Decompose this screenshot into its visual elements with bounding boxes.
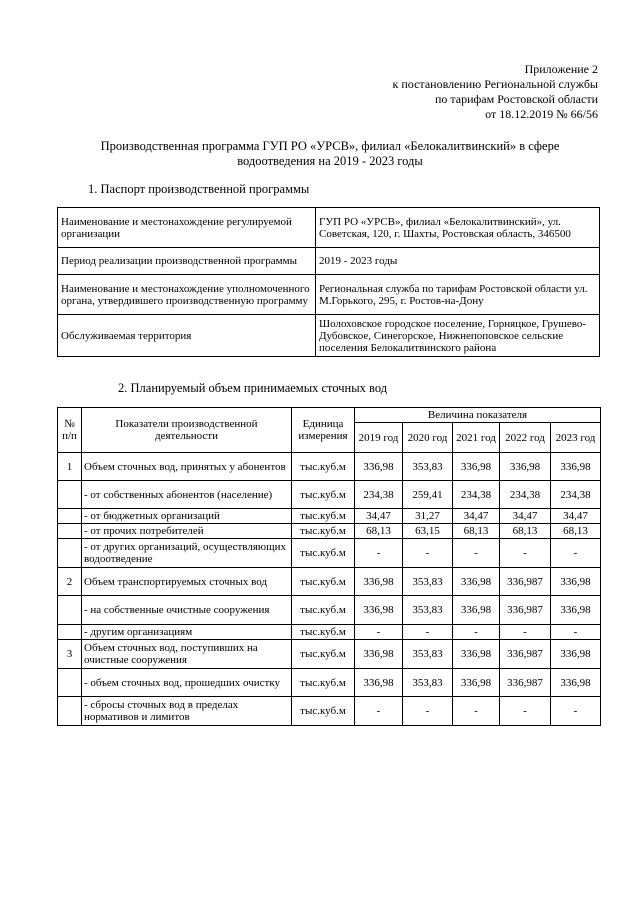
header-num: № п/п xyxy=(58,408,82,453)
section-heading-volumes: 2. Планируемый объем принимаемых сточных вод xyxy=(118,381,388,395)
row-name: - сбросы сточных вод в пределах нормативов и лимитов xyxy=(82,697,292,726)
row-value: - xyxy=(355,697,403,726)
row-value: 34,47 xyxy=(551,509,601,524)
row-value: 336,98 xyxy=(500,453,551,481)
passport-label: Наименование и местонахождение регулируемой организации xyxy=(58,208,316,248)
row-value: - xyxy=(551,625,601,640)
row-value: 336,98 xyxy=(453,568,500,596)
table-row xyxy=(58,640,601,669)
row-value: 353,83 xyxy=(403,640,453,669)
table-row xyxy=(58,524,601,539)
row-value: 336,98 xyxy=(453,596,500,625)
passport-value: Региональная служба по тарифам Ростовской области ул. М.Горького, 295, г. Ростов-на-Дону xyxy=(316,275,600,315)
row-num: 1 xyxy=(58,453,82,481)
row-value: 34,47 xyxy=(355,509,403,524)
row-unit: тыс.куб.м xyxy=(292,640,355,669)
table-row xyxy=(58,568,601,596)
header-year: 2019 год xyxy=(355,423,403,453)
row-name: - на собственные очистные сооружения xyxy=(82,596,292,625)
row-name: Объем транспортируемых сточных вод xyxy=(82,568,292,596)
row-name: - другим организациям xyxy=(82,625,292,640)
appendix-line: Приложение 2 xyxy=(524,62,598,76)
row-num: 2 xyxy=(58,568,82,596)
header-value-group: Величина показателя xyxy=(355,408,601,423)
row-value: 353,83 xyxy=(403,669,453,697)
row-name: - объем сточных вод, прошедших очистку xyxy=(82,669,292,697)
row-value: 68,13 xyxy=(355,524,403,539)
row-value: 336,987 xyxy=(500,640,551,669)
row-value: - xyxy=(355,539,403,568)
row-value: 353,83 xyxy=(403,568,453,596)
passport-label: Наименование и местонахождение уполномоченного органа, утвердившего производственную программу xyxy=(58,275,316,315)
row-value: 336,98 xyxy=(355,640,403,669)
row-value: - xyxy=(403,625,453,640)
passport-row xyxy=(58,315,600,357)
row-value: 336,98 xyxy=(355,568,403,596)
row-unit: тыс.куб.м xyxy=(292,509,355,524)
passport-table xyxy=(57,207,600,357)
row-num: 3 xyxy=(58,640,82,669)
row-value: - xyxy=(500,539,551,568)
row-unit: тыс.куб.м xyxy=(292,524,355,539)
row-value: - xyxy=(551,539,601,568)
row-value: 234,38 xyxy=(551,481,601,509)
title-line: водоотведения на 2019 - 2023 годы xyxy=(237,154,423,168)
passport-value: Шолоховское городское поселение, Горняцкое, Грушево-Дубовское, Синегорское, Нижнепоповское сельские поселения Белокалитвинского района xyxy=(316,315,600,357)
row-name: - от прочих потребителей xyxy=(82,524,292,539)
row-name: - от бюджетных организаций xyxy=(82,509,292,524)
row-value: 336,987 xyxy=(500,669,551,697)
row-value: - xyxy=(500,625,551,640)
table-row xyxy=(58,669,601,697)
row-value: - xyxy=(403,697,453,726)
passport-label: Период реализации производственной программы xyxy=(58,248,316,275)
row-name: - от других организаций, осуществляющих водоотведение xyxy=(82,539,292,568)
section-heading-passport: 1. Паспорт производственной программы xyxy=(88,182,310,196)
row-num xyxy=(58,596,82,625)
passport-row xyxy=(58,248,600,275)
row-value: 259,41 xyxy=(403,481,453,509)
appendix-line: к постановлению Региональной службы xyxy=(392,77,598,91)
row-value: 63,15 xyxy=(403,524,453,539)
title-line: Производственная программа ГУП РО «УРСВ», филиал «Белокалитвинский» в сфере xyxy=(100,139,560,153)
table-row xyxy=(58,596,601,625)
row-unit: тыс.куб.м xyxy=(292,697,355,726)
table-row xyxy=(58,509,601,524)
row-value: - xyxy=(453,697,500,726)
row-name: Объем сточных вод, поступивших на очистные сооружения xyxy=(82,640,292,669)
row-value: 336,98 xyxy=(551,596,601,625)
row-num xyxy=(58,539,82,568)
row-unit: тыс.куб.м xyxy=(292,669,355,697)
row-name: Объем сточных вод, принятых у абонентов xyxy=(82,453,292,481)
row-value: - xyxy=(500,697,551,726)
row-value: 336,98 xyxy=(453,640,500,669)
row-value: - xyxy=(403,539,453,568)
row-unit: тыс.куб.м xyxy=(292,481,355,509)
row-unit: тыс.куб.м xyxy=(292,596,355,625)
passport-row xyxy=(58,208,600,248)
row-num xyxy=(58,669,82,697)
header-year: 2021 год xyxy=(453,423,500,453)
row-num xyxy=(58,509,82,524)
volumes-table xyxy=(57,407,601,726)
table-row xyxy=(58,625,601,640)
row-value: 336,98 xyxy=(551,669,601,697)
row-unit: тыс.куб.м xyxy=(292,539,355,568)
table-row xyxy=(58,697,601,726)
table-row xyxy=(58,453,601,481)
table-row xyxy=(58,481,601,509)
header-indicator: Показатели производственной деятельности xyxy=(82,408,292,453)
row-unit: тыс.куб.м xyxy=(292,453,355,481)
row-value: 336,98 xyxy=(355,669,403,697)
row-value: 234,38 xyxy=(355,481,403,509)
row-value: - xyxy=(551,697,601,726)
row-value: 353,83 xyxy=(403,453,453,481)
row-value: - xyxy=(453,539,500,568)
row-value: 336,987 xyxy=(500,568,551,596)
row-num xyxy=(58,625,82,640)
appendix-line: по тарифам Ростовской области xyxy=(434,92,598,106)
passport-label: Обслуживаемая территория xyxy=(58,315,316,357)
row-value: 234,38 xyxy=(453,481,500,509)
appendix-block xyxy=(393,62,598,122)
row-value: 353,83 xyxy=(403,596,453,625)
row-value: 336,98 xyxy=(355,453,403,481)
row-value: - xyxy=(453,625,500,640)
passport-value: ГУП РО «УРСВ», филиал «Белокалитвинский», ул. Советская, 120, г. Шахты, Ростовская область, 346500 xyxy=(316,208,600,248)
row-value: 336,98 xyxy=(551,453,601,481)
row-value: 68,13 xyxy=(453,524,500,539)
header-unit: Единица измерения xyxy=(292,408,355,453)
row-num xyxy=(58,481,82,509)
row-value: 336,987 xyxy=(500,596,551,625)
row-value: 336,98 xyxy=(551,568,601,596)
row-value: 336,98 xyxy=(453,453,500,481)
row-value: 68,13 xyxy=(500,524,551,539)
row-unit: тыс.куб.м xyxy=(292,625,355,640)
row-value: 68,13 xyxy=(551,524,601,539)
row-value: 336,98 xyxy=(355,596,403,625)
table-row xyxy=(58,539,601,568)
row-value: 234,38 xyxy=(500,481,551,509)
header-year: 2020 год xyxy=(403,423,453,453)
row-value: - xyxy=(355,625,403,640)
row-unit: тыс.куб.м xyxy=(292,568,355,596)
row-value: 31,27 xyxy=(403,509,453,524)
passport-row xyxy=(58,275,600,315)
row-num xyxy=(58,697,82,726)
row-value: 34,47 xyxy=(500,509,551,524)
row-value: 336,98 xyxy=(453,669,500,697)
passport-value: 2019 - 2023 годы xyxy=(316,248,600,275)
row-value: 336,98 xyxy=(551,640,601,669)
appendix-line: от 18.12.2019 № 66/56 xyxy=(485,107,598,121)
row-num xyxy=(58,524,82,539)
document-title xyxy=(60,139,600,169)
table-header-row xyxy=(58,408,601,423)
header-year: 2022 год xyxy=(500,423,551,453)
header-year: 2023 год xyxy=(551,423,601,453)
row-name: - от собственных абонентов (население) xyxy=(82,481,292,509)
row-value: 34,47 xyxy=(453,509,500,524)
